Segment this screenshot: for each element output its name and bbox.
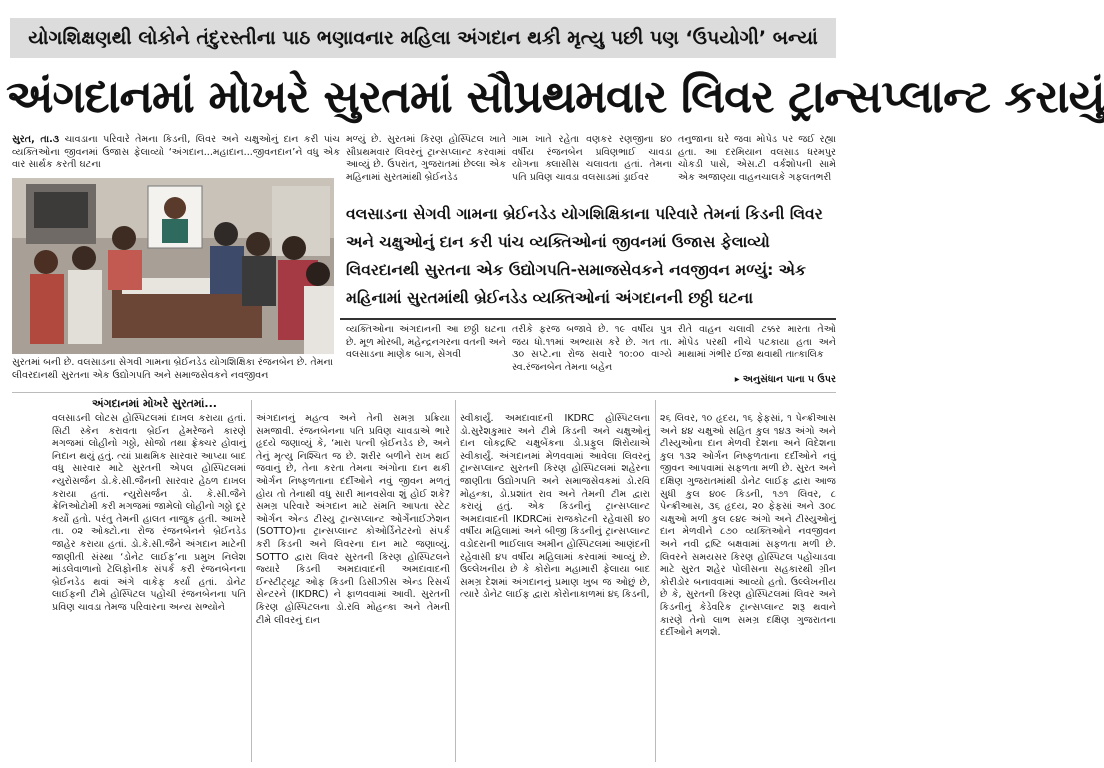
- top-column-3: ગામ ખાતે રહેતા વણકર રણજીના ૪૦ વર્ષીય રંજનબેન પ્રવિણભાઈ ચાવડા યોગના ક્લાસીસ ચલાવતા હતાં. તેમના પતિ પ્રવિણ ચાવડા વલસાડમાં ડ્રાઈવર: [512, 134, 672, 183]
- mid-column-2: તરીકે ફરજ બજાવે છે. ૧૯ વર્ષીય પુત્ર જય ધો.૧૧માં અભ્યાસ કરે છે. ગત તા. ૩૦ સપ્ટે.ના રોજ સવારે ૧૦:૦૦ વાગ્યે સ્વ.રંજનબેન તેમના બહેન: [512, 324, 672, 373]
- top-column-4: તનુજાના ઘરે જવા મોપેડ પર જઈ રહ્યા હતા. આ દરમિયાન વલસાડ ધરમપુર ચોકડી પાસે, એસ.ટી વર્કશોપની સામે એક અજાણ્યા વાહનચાલકે ગફલતભરી: [678, 134, 836, 183]
- top-column-2: મળ્યું છે. સુરતમાં કિરણ હોસ્પિટલ ખાતે સૌપ્રથમવાર લિવરનું ટ્રાન્સપ્લાન્ટ કરવામાં આવ્યું છે. ઉપરાંત, ગુજરાતમાં છેલ્લા એક મહિનામાં સુરતમાંથી બ્રેઈનડેડ: [346, 134, 506, 183]
- photo-caption: સુરતમાં બની છે. વલસાડના સેગવી ગામના બ્રેઈનડેડ યોગશિક્ષિકા રંજનબેન છે. તેમના લીવરદાનથી સુરતના એક ઉદ્યોગપતિ અને સમાજસેવકને નવજીવન: [12, 357, 334, 381]
- dateline: સુરત, તા.૩: [12, 134, 60, 145]
- photo-scene: [12, 178, 334, 354]
- continued-notice: ▸ અનુસંધાન પાના ૫ ઉપર: [734, 374, 836, 385]
- deck-subheadline: વલસાડના સેગવી ગામના બ્રેઈનડેડ યોગશિક્ષિકાના પરિવારે તેમનાં કિડની લિવર અને ચક્ષુઓનું દાન કરી પાંચ વ્યક્તિઓનાં જીવનમાં ઉજાસ ફેલાવ્યો લિવરદાનથી સુરતના એક ઉદ્યોગપતિ-સમાજસેવકને નવજીવન મળ્યું: એક મહિનામાં સુરતમાંથી બ્રેઈનડેડ વ્યક્તિઓનાં અંગદાનની છઠ્ઠી ઘટના: [346, 205, 823, 307]
- top-column-1-text: ચાવડાના પરિવારે તેમના કિડની, લિવર અને ચક્ષુઓનું દાન કરી પાંચ વ્યક્તિઓના જીવનમાં ઉજાસ ફેલાવ્યો: [12, 134, 340, 158]
- bottom-column-3: સ્વીકાર્યું. અમદાવાદની IKDRC હોસ્પિટલના ડો.સુરેશકુમાર અને ટીમે કિડની અને ચક્ષુઓનું દાન લોકદ્રષ્ટિ ચક્ષુબેંકના ડો.પ્રફુલ શિરોયાએ સ્વીકાર્યું. અંગદાનમાં મેળવવામાં આવેલા લિવરનું ટ્રાન્સપ્લાન્ટ સુરતની કિરણ હોસ્પિટલમાં શહેરના જાણીતા ઉદ્યોગપતિ અને સમાજસેવકમાં ડો.રવિ મોહન્કા, ડો.પ્રશાંત રાવ અને તેમની ટીમ દ્વારા કરાયું હતું. એક કિડનીનું ટ્રાન્સપ્લાન્ટ અમદાવાદની IKDRCમાં રાજકોટની રહેવાસી ૪૦ વર્ષીય મહિલામાં અને બીજી કિડનીનું ટ્રાન્સપ્લાન્ટ વડોદરાની ભાઈલાલ અમીન હોસ્પિટલમાં આણંદની રહેવાસી ૪૫ વર્ષીય મહિલામાં કરવામાં આવ્યું છે. ઉલ્લેખનીય છે કે કોરોના મહામારી ફેલાયા બાદ સમગ્ર દેશમાં અંગદાનનું પ્રમાણ ખુબ જ ઓછું છે, ત્યારે ડોનેટ લાઈફ દ્વારા કોરોનાકાળમાં ૪૬ કિડની,: [460, 413, 650, 601]
- top-column-1-lead: ‘અંગદાન...મહાદાન...જીવનદાન’ને વધુ એક વાર સાર્થક કરતી ઘટના: [12, 146, 340, 171]
- deck-divider: [340, 318, 836, 320]
- news-photo: [12, 178, 334, 354]
- column-rule: [251, 400, 252, 762]
- bottom-column-4: ૨૬ લિવર, ૧૦ હૃદય, ૧૬ ફેફસાં, ૧ પેન્ક્રીઆસ અને ૪૪ ચક્ષુઓ સહિત કુલ ૧૪૩ અંગો અને ટીસ્યુઓના દાન મેળવી દેશના અને વિદેશના કુલ ૧૩૨ ઓર્ગન નિષ્ફળતાના દર્દીઓને નવું જીવન આપવામાં સફળતા મળી છે. સુરત અને દક્ષિણ ગુજરાતમાંથી ડોનેટ લાઈફ દ્વારા આજ સુધી કુલ ૪૦૯ કિડની, ૧૭૧ લિવર, ૮ પેન્ક્રીઆસ, ૩૬ હૃદય, ૨૦ ફેફસાં અને ૩૦૮ ચક્ષુઓ મળી કુલ ૯૪૯ અંગો અને ટીસ્યુઓનું દાન મેળવીને ૮૭૦ વ્યક્તિઓને નવજીવન અને નવી દ્રષ્ટિ બક્ષવામાં સફળતા મળી છે. લિવરને સમયસર કિરણ હોસ્પિટલ પહોંચાડવા માટે સુરત શહેર પોલીસના સહકારથી ગ્રીન કોરીડોર બનાવવામાં આવ્યો હતો. ઉલ્લેખનીય છે કે, સુરતની કિરણ હોસ્પિટલમાં લિવર અને કિડનીનું કેડેવરિક ટ્રાન્સપ્લાન્ટ શરૂ થવાને કારણે તેનો લાભ સમગ્ર દક્ષિણ ગુજરાતના દર્દીઓને મળશે.: [660, 413, 836, 639]
- top-column-1: [12, 134, 340, 176]
- bottom-column-2: અંગદાનનું મહત્વ અને તેની સમગ્ર પ્રક્રિયા સમજાવી. રંજનબેનના પતિ પ્રવિણ ચાવડાએ ભારે હૃદયે જણાવ્યું કે, ‘મારા પત્ની બ્રેઈનડેડ છે, અને તેનું મૃત્યુ નિશ્ચિત જ છે. શરીર બળીને રાખ થઈ જવાનું છે, તેના કરતા તેમના અંગોના દાન થકી ઓર્ગન નિષ્ફળતાના દર્દીઓને નવું જીવન મળતું હોય તો તેનાથી વધુ સારી માનવસેવા શું હોઈ શકે? સમગ્ર પરિવારે અંગદાન માટે સંમતિ આપતા સ્ટેટ ઓર્ગન એન્ડ ટીસ્યુ ટ્રાન્સપ્લાન્ટ ઓર્ગેનાઈઝેશન (SOTTO)ના ટ્રાન્સપ્લાન્ટ કોઓર્ડિનેટરનો સંપર્ક કરી કિડની અને લિવરના દાન માટે જણાવ્યું. SOTTO દ્વારા લિવર સુરતની કિરણ હોસ્પિટલને જ્યારે કિડની અમદાવાદની અમદાવાદની ઈન્સ્ટીટ્યૂટ ઓફ કિડની ડિસીઝીસ એન્ડ રિસર્ચ સેન્ટરને (IKDRC) ને ફાળવવામાં આવી. સુરતની કિરણ હોસ્પિટલના ડો.રવિ મોહન્કા અને તેમની ટીમે લીવરનું દાન: [256, 413, 450, 626]
- mid-column-1: વ્યક્તિઓના અંગદાનની આ છઠ્ઠી ઘટના છે. મૂળ મોરબી, મહેન્દ્રનગરના વતની અને વલસાડના માણેક બાગ, સેગવી: [346, 324, 506, 361]
- main-headline: અંગદાનમાં મોખરે સુરતમાં સૌપ્રથમવાર લિવર ટ્રાન્સપ્લાન્ટ કરાયું: [6, 70, 1104, 123]
- mid-column-3: રીતે વાહન ચલાવી ટક્કર મારતા તેઓ મોપેડ પરથી નીચે પટકાયા હતા અને માથામાં ગંભીર ઈજા થવાથી તાત્કાલિક: [678, 324, 836, 361]
- section-divider: [12, 392, 836, 393]
- column-rule: [655, 400, 656, 762]
- section-heading: અંગદાનમાં મોખરે સુરતમાં...: [92, 397, 217, 410]
- bottom-column-1: વલસાડની લોટસ હોસ્પિટલમાં દાખલ કરાયા હતાં. સિટી સ્કેન કરાવતા બ્રેઈન હેમરેજને કારણે મગજમાં લોહીનો ગઠ્ઠો, સોજો તથા ફ્રેક્ચર હોવાનું નિદાન થયું હતું. ત્યાં પ્રાથમિક સારવાર આપ્યા બાદ વધુ સારવાર માટે સુરતની એપલ હોસ્પિટલમાં ન્યુરોસર્જન ડો.કે.સી.જૈનની સારવાર હેઠળ દાખલ કરાયા હતાં. ન્યુરોસર્જન ડો. કે.સી.જૈને ક્રેનિઓટોમી કરી મગજમાં જામેલો લોહીનો ગઠ્ઠો દૂર કર્યો હતો. પરંતુ તેમની હાલત નાજુક હતી. આખરે તા. ૦૨ ઓક્ટો.ના રોજ રંજનબેનને બ્રેઈનડેડ જાહેર કરાયા હતાં. ડો.કે.સી.જૈને અંગદાન માટેની જાણીતી સંસ્થા ‘ડોનેટ લાઈફ’ના પ્રમુખ નિલેશ માંડલેવાળાનો ટેલિફોનીક સંપર્ક કરી રંજનબેનના બ્રેઈનડેડ થવાં અંગે વાકેફ કર્યા હતાં. ડોનેટ લાઈફની ટીમે હોસ્પિટલ પહોંચી રંજનબેનના પતિ પ્રવિણ ચાવડા તેમજ પરિવારના અન્ય સભ્યોને: [52, 413, 246, 613]
- kicker-banner: યોગશિક્ષણથી લોકોને તંદુરસ્તીના પાઠ ભણાવનાર મહિલા અંગદાન થકી મૃત્યુ પછી પણ ‘ઉપયોગી’ બન્યાં: [10, 18, 836, 58]
- column-rule: [455, 400, 456, 762]
